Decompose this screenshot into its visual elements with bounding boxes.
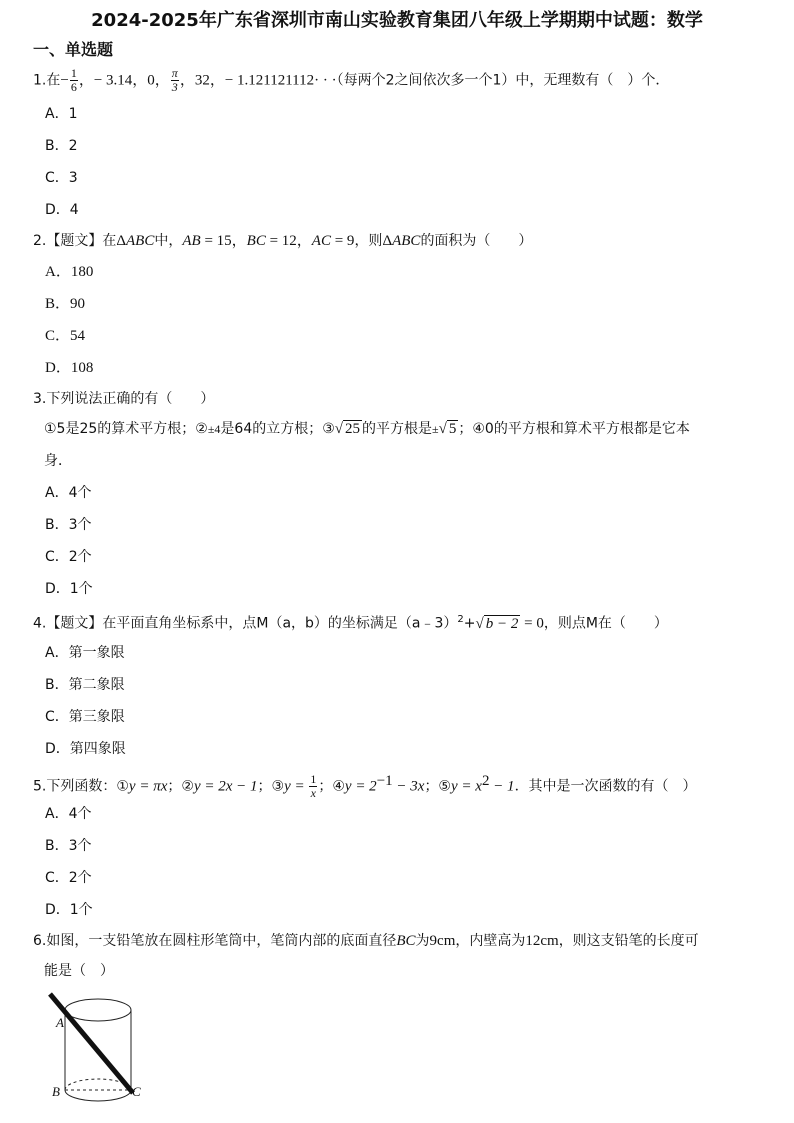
function-3: y = [284, 778, 309, 795]
question-6 [33, 931, 699, 951]
question-number: 5. [33, 778, 47, 795]
function-1: y = πx [128, 778, 168, 795]
statement-text: 是64的立方根；③ [220, 421, 335, 437]
cylinder-top-ellipse [65, 999, 131, 1021]
cylinder-bottom-front [65, 1090, 131, 1101]
question-2 [33, 231, 532, 251]
option-c[interactable]: C．2个 [45, 870, 92, 886]
separator: ；② [167, 778, 194, 795]
label-b: B [52, 1084, 60, 1099]
sqrt-5: √ 5 [438, 421, 457, 437]
question-number: 2. [33, 233, 47, 249]
question-text: 下列说法正确的有（ ） [46, 391, 215, 407]
question-text: 在 [46, 72, 61, 89]
height-value: 12cm [525, 933, 559, 949]
question-5 [33, 771, 697, 800]
question-3-statements [44, 419, 690, 439]
exponent: 2 [481, 773, 490, 789]
fraction-one-sixth: $\frac{1}{6}$ [70, 66, 77, 94]
option-b[interactable]: B．90 [45, 296, 86, 312]
statement-text: 的平方根是 [362, 421, 433, 437]
question-text-tail: ．其中是一次函数的有（ ） [514, 778, 697, 795]
statement-text: ；④0的平方根和算术平方根都是它本 [458, 421, 690, 437]
segment-bc: BC [246, 233, 266, 249]
plus-sign: + [463, 615, 476, 632]
triangle-name: ABC [126, 233, 155, 249]
question-text: ，则 [354, 233, 383, 249]
fraction-pi-third: $\frac{\pi}{3}$ [171, 66, 178, 94]
question-1 [33, 67, 669, 94]
triangle-name: ABC [392, 233, 421, 249]
function-2: y = 2x − 1 [193, 778, 258, 795]
option-d[interactable]: D．4 [45, 202, 79, 218]
label-a: A [56, 1015, 64, 1030]
option-d[interactable]: D．第四象限 [45, 741, 126, 757]
separator: ；④ [318, 778, 345, 795]
question-text: 中， [154, 233, 183, 249]
plus-minus-sign: ± [432, 422, 439, 436]
triangle-symbol: Δ [382, 233, 393, 249]
question-number: 3. [33, 391, 47, 407]
triangle-symbol: Δ [116, 233, 127, 249]
question-text-tail: 的面积为（ ） [420, 233, 533, 249]
question-text: ，则这支铅笔的长度可 [558, 933, 699, 949]
page-title: 2024-2025年广东省深圳市南山实验教育集团八年级上学期期中试题：数学 [91, 10, 703, 31]
segment-bc: BC [396, 933, 416, 949]
option-c[interactable]: C．3 [45, 170, 78, 186]
segment-ac: AC [311, 233, 331, 249]
statement-text: ①5是25的算术平方根；② [44, 421, 208, 437]
option-c[interactable]: C．第三象限 [45, 709, 125, 725]
question-number: 6. [33, 933, 47, 949]
plus-minus-four: ±4 [207, 422, 221, 436]
option-d[interactable]: D．1个 [45, 581, 93, 597]
cylinder-pencil-figure [40, 990, 160, 1115]
option-a[interactable]: A．4个 [45, 485, 92, 501]
question-continuation: 能是（ ） [44, 963, 114, 979]
option-b[interactable]: B．第二象限 [45, 677, 125, 693]
option-a[interactable]: A．4个 [45, 806, 92, 822]
value-ab: = 15， [200, 233, 247, 249]
fraction-one-over-x: $\frac{1}{x}$ [310, 772, 317, 801]
question-text: ，内壁高为 [455, 933, 526, 949]
value-bc: = 12， [265, 233, 312, 249]
option-b[interactable]: B．2 [45, 138, 78, 154]
value-ac: = 9 [330, 233, 355, 249]
statement-continuation: 身． [44, 453, 72, 469]
option-c[interactable]: C．2个 [45, 549, 92, 565]
option-b[interactable]: B．3个 [45, 838, 92, 854]
sqrt-b-minus-2: √ b − 2 [475, 615, 519, 632]
option-b[interactable]: B．3个 [45, 517, 92, 533]
equals-zero: = 0 [520, 615, 544, 632]
separator: ；⑤ [424, 778, 451, 795]
separator: ；③ [257, 778, 285, 795]
question-text: 【题文】在 [46, 233, 117, 249]
option-a[interactable]: A．1 [45, 106, 78, 122]
question-number: 1. [33, 72, 47, 89]
minus-sign: − [60, 72, 69, 89]
pencil [50, 994, 133, 1093]
function-5-tail: − 1 [489, 778, 515, 795]
function-5: y = x [451, 778, 482, 795]
function-4: y = 2 [344, 778, 377, 795]
option-d[interactable]: D．1个 [45, 902, 93, 918]
question-number: 4. [33, 615, 47, 632]
number-list-2: ，32，− 1.121121112· · · [179, 72, 337, 89]
question-text: 如图，一支铅笔放在圆柱形笔筒中，笔筒内部的底面直径 [46, 933, 397, 949]
segment-ab: AB [182, 233, 201, 249]
option-a[interactable]: A．第一象限 [45, 645, 125, 661]
question-text-tail: ，则点M在（ ） [543, 615, 668, 632]
label-c: C [132, 1084, 141, 1099]
sqrt-25: √ 25 [334, 421, 361, 437]
option-d[interactable]: D．108 [45, 360, 94, 376]
question-text: 【题文】在平面直角坐标系中，点M（a，b）的坐标满足（a﹣3） [46, 615, 458, 632]
function-4-tail: − 3x [392, 778, 425, 795]
question-3 [33, 389, 214, 409]
exponent: 2 [457, 614, 464, 625]
question-text: 下列函数：① [46, 778, 129, 795]
diameter-value: 9cm [429, 933, 456, 949]
option-c[interactable]: C．54 [45, 328, 86, 344]
question-text-tail: （每两个2之间依次多一个1）中，无理数有（ ）个． [336, 72, 670, 89]
exponent: −1 [376, 773, 393, 789]
section-heading: 一、单选题 [33, 40, 114, 59]
question-text: 为 [415, 933, 430, 949]
question-4 [33, 610, 668, 634]
number-list: ，− 3.14，0， [78, 72, 170, 89]
option-a[interactable]: A．180 [45, 264, 94, 280]
